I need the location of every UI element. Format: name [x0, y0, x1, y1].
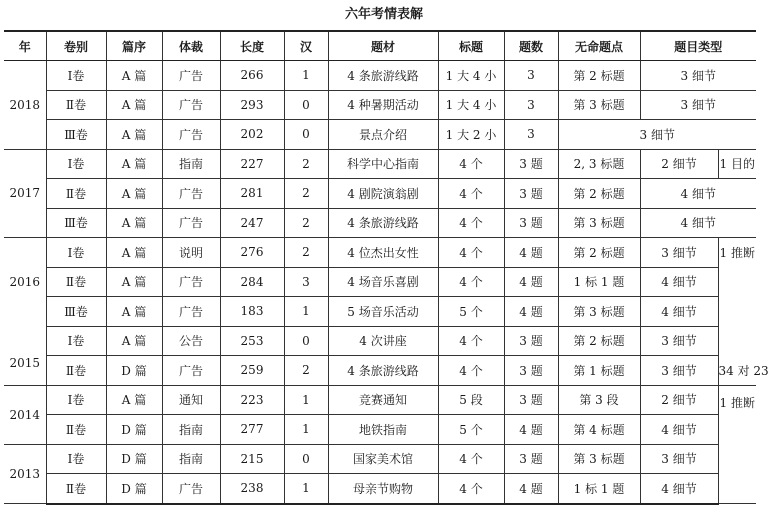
length-cell: 215	[220, 444, 284, 474]
length-cell: 284	[220, 267, 284, 297]
ticai-cell: 广告	[162, 120, 220, 150]
type-cell: 4 细节	[640, 474, 718, 504]
ticai-cell: 广告	[162, 90, 220, 120]
juan-cell: Ⅰ卷	[46, 385, 106, 415]
juan-cell: Ⅱ卷	[46, 474, 106, 504]
biaoti-cell: 1 大 4 小	[438, 90, 504, 120]
wu-cell: 第 3 段	[558, 385, 640, 415]
wu-cell: 1 标 1 题	[558, 474, 640, 504]
year-cell: 2015	[4, 356, 46, 386]
year-cell-blank	[4, 297, 46, 327]
biaoti-cell: 5 段	[438, 385, 504, 415]
header-pian: 篇序	[106, 31, 162, 61]
header-topic: 题材	[328, 31, 438, 61]
ticai-cell: 指南	[162, 149, 220, 179]
pian-cell: D 篇	[106, 415, 162, 445]
biaoti-cell: 4 个	[438, 267, 504, 297]
topic-cell: 科学中心指南	[328, 149, 438, 179]
biaoti-cell: 5 个	[438, 415, 504, 445]
count-cell: 3 题	[504, 149, 558, 179]
juan-cell: Ⅱ卷	[46, 179, 106, 209]
length-cell: 253	[220, 326, 284, 356]
ticai-cell: 指南	[162, 444, 220, 474]
count-cell: 3 题	[504, 356, 558, 386]
biaoti-cell: 4 个	[438, 474, 504, 504]
juan-cell: Ⅱ卷	[46, 415, 106, 445]
pian-cell: A 篇	[106, 149, 162, 179]
count-cell: 3	[504, 61, 558, 91]
type-extra-cell: 1 推断	[718, 238, 756, 268]
count-cell: 3	[504, 90, 558, 120]
length-cell: 276	[220, 238, 284, 268]
topic-cell: 4 位杰出女性	[328, 238, 438, 268]
han-cell: 0	[284, 90, 328, 120]
juan-cell: Ⅱ卷	[46, 267, 106, 297]
table-row	[4, 444, 756, 474]
type-cell: 3 细节	[640, 444, 718, 474]
length-cell: 238	[220, 474, 284, 504]
biaoti-cell: 4 个	[438, 208, 504, 238]
count-cell: 3 题	[504, 326, 558, 356]
header-juan: 卷别	[46, 31, 106, 61]
han-cell: 2	[284, 149, 328, 179]
type-cell: 3 细节	[640, 90, 756, 120]
han-cell: 0	[284, 444, 328, 474]
ticai-cell: 广告	[162, 474, 220, 504]
biaoti-cell: 1 大 2 小	[438, 120, 504, 150]
wu-cell: 1 标 1 题	[558, 267, 640, 297]
year-cell: 2016	[4, 267, 46, 297]
biaoti-cell: 4 个	[438, 179, 504, 209]
pian-cell: D 篇	[106, 474, 162, 504]
juan-cell: Ⅲ卷	[46, 120, 106, 150]
header-wu: 无命题点	[558, 31, 640, 61]
juan-cell: Ⅲ卷	[46, 297, 106, 327]
type-cell: 4 细节	[640, 297, 718, 327]
length-cell: 266	[220, 61, 284, 91]
type-extra-cell	[718, 326, 756, 356]
topic-cell: 景点介绍	[328, 120, 438, 150]
wu-cell: 第 2 标题	[558, 61, 640, 91]
type-cell: 3 细节	[558, 120, 756, 150]
ticai-cell: 说明	[162, 238, 220, 268]
han-cell: 2	[284, 208, 328, 238]
ticai-cell: 广告	[162, 267, 220, 297]
header-types: 题目类型	[640, 31, 756, 61]
han-cell: 1	[284, 61, 328, 91]
topic-cell: 地铁指南	[328, 415, 438, 445]
exam-analysis-table	[4, 30, 769, 505]
pian-cell: A 篇	[106, 208, 162, 238]
table-row	[4, 297, 756, 327]
pian-cell: A 篇	[106, 90, 162, 120]
table-row	[4, 238, 756, 268]
biaoti-cell: 4 个	[438, 444, 504, 474]
juan-cell: Ⅱ卷	[46, 356, 106, 386]
topic-cell: 4 种暑期活动	[328, 90, 438, 120]
count-cell: 3 题	[504, 385, 558, 415]
table-row	[4, 120, 756, 150]
type-cell: 4 细节	[640, 267, 718, 297]
header-biaoti: 标题	[438, 31, 504, 61]
wu-cell: 第 3 标题	[558, 444, 640, 474]
wu-cell: 第 1 标题	[558, 356, 640, 386]
length-cell: 293	[220, 90, 284, 120]
juan-cell: Ⅰ卷	[46, 444, 106, 474]
length-cell: 227	[220, 149, 284, 179]
topic-cell: 4 条旅游线路	[328, 208, 438, 238]
table-row	[4, 179, 756, 209]
topic-cell: 4 次讲座	[328, 326, 438, 356]
pian-cell: D 篇	[106, 356, 162, 386]
count-cell: 3 题	[504, 208, 558, 238]
table-row	[4, 415, 756, 445]
length-cell: 202	[220, 120, 284, 150]
count-cell: 4 题	[504, 297, 558, 327]
wu-cell: 第 2 标题	[558, 179, 640, 209]
type-extra-cell: 1 推断	[718, 385, 756, 504]
length-cell: 247	[220, 208, 284, 238]
wu-cell: 第 2 标题	[558, 326, 640, 356]
wu-cell: 第 3 标题	[558, 297, 640, 327]
biaoti-cell: 4 个	[438, 238, 504, 268]
table-row	[4, 356, 756, 386]
table-row	[4, 474, 756, 504]
ticai-cell: 通知	[162, 385, 220, 415]
ticai-cell: 公告	[162, 326, 220, 356]
year-cell: 2014	[4, 385, 46, 444]
han-cell: 1	[284, 385, 328, 415]
han-cell: 2	[284, 238, 328, 268]
han-cell: 1	[284, 415, 328, 445]
biaoti-cell: 4 个	[438, 149, 504, 179]
length-cell: 183	[220, 297, 284, 327]
count-cell: 4 题	[504, 238, 558, 268]
type-extra-cell: 34 对 23	[718, 356, 756, 386]
han-cell: 2	[284, 356, 328, 386]
table-row	[4, 90, 756, 120]
pian-cell: A 篇	[106, 267, 162, 297]
biaoti-cell: 1 大 4 小	[438, 61, 504, 91]
ticai-cell: 广告	[162, 356, 220, 386]
year-cell-blank	[4, 326, 46, 356]
year-cell: 2017	[4, 149, 46, 238]
type-cell: 4 细节	[640, 415, 718, 445]
length-cell: 281	[220, 179, 284, 209]
topic-cell: 4 条旅游线路	[328, 61, 438, 91]
pian-cell: D 篇	[106, 444, 162, 474]
pian-cell: A 篇	[106, 297, 162, 327]
type-cell: 3 细节	[640, 326, 718, 356]
year-cell: 2018	[4, 61, 46, 150]
header-han: 汉	[284, 31, 328, 61]
pian-cell: A 篇	[106, 61, 162, 91]
topic-cell: 4 剧院演翁剧	[328, 179, 438, 209]
pian-cell: A 篇	[106, 238, 162, 268]
table-row	[4, 208, 756, 238]
ticai-cell: 广告	[162, 179, 220, 209]
juan-cell: Ⅰ卷	[46, 149, 106, 179]
han-cell: 0	[284, 120, 328, 150]
count-cell: 3 题	[504, 179, 558, 209]
pian-cell: A 篇	[106, 120, 162, 150]
type-extra-cell	[718, 267, 756, 297]
topic-cell: 4 条旅游线路	[328, 356, 438, 386]
topic-cell: 竞赛通知	[328, 385, 438, 415]
header-length: 长度	[220, 31, 284, 61]
header-row	[4, 31, 756, 61]
biaoti-cell: 5 个	[438, 297, 504, 327]
type-extra-cell	[718, 297, 756, 327]
wu-cell: 第 3 标题	[558, 90, 640, 120]
wu-cell: 第 4 标题	[558, 415, 640, 445]
wu-cell: 2, 3 标题	[558, 149, 640, 179]
topic-cell: 母亲节购物	[328, 474, 438, 504]
table-title: 六年考情表解	[344, 7, 423, 22]
length-cell: 277	[220, 415, 284, 445]
juan-cell: Ⅰ卷	[46, 61, 106, 91]
ticai-cell: 广告	[162, 61, 220, 91]
table-row	[4, 326, 756, 356]
table-row	[4, 149, 756, 179]
topic-cell: 4 场音乐喜剧	[328, 267, 438, 297]
count-cell: 4 题	[504, 267, 558, 297]
length-cell: 223	[220, 385, 284, 415]
han-cell: 1	[284, 297, 328, 327]
han-cell: 0	[284, 326, 328, 356]
count-cell: 4 题	[504, 474, 558, 504]
count-cell: 4 题	[504, 415, 558, 445]
han-cell: 1	[284, 474, 328, 504]
wu-cell: 第 3 标题	[558, 208, 640, 238]
type-cell: 3 细节	[640, 61, 756, 91]
juan-cell: Ⅲ卷	[46, 208, 106, 238]
length-cell: 259	[220, 356, 284, 386]
topic-cell: 5 场音乐活动	[328, 297, 438, 327]
type-extra-cell: 1 目的	[718, 149, 756, 179]
type-cell: 2 细节	[640, 149, 718, 179]
biaoti-cell: 4 个	[438, 326, 504, 356]
pian-cell: A 篇	[106, 326, 162, 356]
ticai-cell: 广告	[162, 297, 220, 327]
count-cell: 3	[504, 120, 558, 150]
header-count: 题数	[504, 31, 558, 61]
type-cell: 3 细节	[640, 238, 718, 268]
year-cell: 2013	[4, 444, 46, 504]
count-cell: 3 题	[504, 444, 558, 474]
juan-cell: Ⅰ卷	[46, 326, 106, 356]
ticai-cell: 指南	[162, 415, 220, 445]
pian-cell: A 篇	[106, 179, 162, 209]
juan-cell: Ⅰ卷	[46, 238, 106, 268]
han-cell: 2	[284, 179, 328, 209]
year-cell-blank	[4, 238, 46, 268]
ticai-cell: 广告	[162, 208, 220, 238]
wu-cell: 第 2 标题	[558, 238, 640, 268]
header-year: 年	[4, 31, 46, 61]
table-row	[4, 267, 756, 297]
pian-cell: A 篇	[106, 385, 162, 415]
table-row	[4, 61, 756, 91]
topic-cell: 国家美术馆	[328, 444, 438, 474]
han-cell: 3	[284, 267, 328, 297]
type-cell: 3 细节	[640, 356, 718, 386]
biaoti-cell: 4 个	[438, 356, 504, 386]
table-row	[4, 385, 756, 415]
juan-cell: Ⅱ卷	[46, 90, 106, 120]
type-cell: 4 细节	[640, 208, 756, 238]
type-cell: 2 细节	[640, 385, 718, 415]
header-ticai: 体裁	[162, 31, 220, 61]
type-cell: 4 细节	[640, 179, 756, 209]
